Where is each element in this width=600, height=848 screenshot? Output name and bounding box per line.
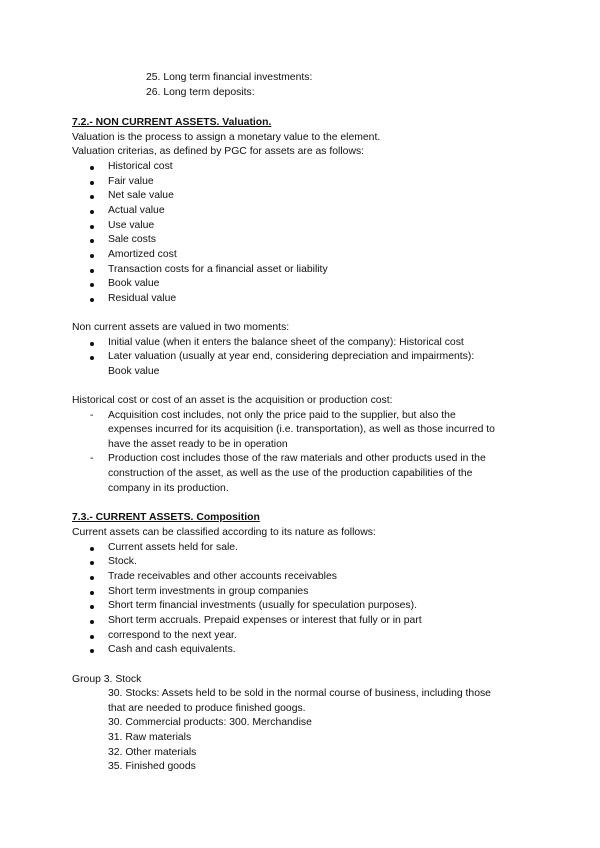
- paragraph-line: Valuation criterias, as defined by PGC for assets are as follows:: [72, 146, 365, 157]
- list-item: Use value: [108, 220, 155, 231]
- bullet-icon: [90, 210, 94, 214]
- dash-icon: -: [90, 453, 94, 464]
- section-heading-non-current-assets: 7.2.- NON CURRENT ASSETS. Valuation.: [72, 117, 272, 128]
- list-item: 26. Long term deposits:: [146, 87, 255, 98]
- bullet-icon: [90, 283, 94, 287]
- bullet-icon: [90, 649, 94, 653]
- list-item-continuation: Book value: [108, 366, 160, 377]
- list-item: Acquisition cost includes, not only the price paid to the supplier, but also the: [108, 410, 456, 421]
- list-item: Historical cost: [108, 161, 173, 172]
- list-item: 31. Raw materials: [108, 732, 192, 743]
- dash-icon: -: [90, 410, 94, 421]
- list-item: Production cost includes those of the raw materials and other products used in the: [108, 453, 486, 464]
- list-item: Stock.: [108, 556, 137, 567]
- list-item: Short term financial investments (usually for speculation purposes).: [108, 600, 417, 611]
- list-item: Transaction costs for a financial asset or liability: [108, 264, 328, 275]
- paragraph-line: Current assets can be classified according to its nature as follows:: [72, 527, 376, 538]
- list-item: Short term investments in group companies: [108, 586, 309, 597]
- bullet-icon: [90, 547, 94, 551]
- list-item-continuation: construction of the asset, as well as the use of the production capabilities of the: [108, 468, 473, 479]
- paragraph-line: Non current assets are valued in two moments:: [72, 322, 290, 333]
- list-item: Cash and cash equivalents.: [108, 644, 236, 655]
- list-item: Book value: [108, 278, 160, 289]
- list-item: 25. Long term financial investments:: [146, 72, 313, 83]
- paragraph-line: Historical cost or cost of an asset is the acquisition or production cost:: [72, 395, 393, 406]
- list-item: Short term accruals. Prepaid expenses or interest that fully or in part: [108, 615, 422, 626]
- list-item: Initial value (when it enters the balance sheet of the company): Historical cost: [108, 337, 464, 348]
- list-item: 30. Commercial products: 300. Merchandise: [108, 717, 312, 728]
- list-item: Sale costs: [108, 234, 156, 245]
- list-item: Later valuation (usually at year end, considering depreciation and impairments):: [108, 351, 475, 362]
- list-item: correspond to the next year.: [108, 630, 237, 641]
- bullet-icon: [90, 576, 94, 580]
- list-item: 35. Finished goods: [108, 761, 196, 772]
- list-item: Trade receivables and other accounts receivables: [108, 571, 337, 582]
- bullet-icon: [90, 225, 94, 229]
- bullet-icon: [90, 605, 94, 609]
- section-heading-current-assets: 7.3.- CURRENT ASSETS. Composition: [72, 512, 260, 523]
- list-item: Current assets held for sale.: [108, 542, 238, 553]
- bullet-icon: [90, 620, 94, 624]
- list-item: Net sale value: [108, 190, 174, 201]
- list-item: 32. Other materials: [108, 747, 197, 758]
- bullet-icon: [90, 635, 94, 639]
- bullet-icon: [90, 239, 94, 243]
- list-item-continuation: have the asset ready to be in operation: [108, 439, 288, 450]
- bullet-icon: [90, 298, 94, 302]
- group-title: Group 3. Stock: [72, 674, 142, 685]
- bullet-icon: [90, 561, 94, 565]
- list-item: Fair value: [108, 176, 154, 187]
- list-item: Amortized cost: [108, 249, 177, 260]
- paragraph-line: Valuation is the process to assign a monetary value to the element.: [72, 132, 381, 143]
- bullet-icon: [90, 254, 94, 258]
- list-item: Actual value: [108, 205, 165, 216]
- list-item-continuation: company in its production.: [108, 483, 229, 494]
- list-item-continuation: expenses incurred for its acquisition (i.e. transportation), as well as those incurred to: [108, 424, 495, 435]
- bullet-icon: [90, 342, 94, 346]
- list-item: Residual value: [108, 293, 177, 304]
- bullet-icon: [90, 166, 94, 170]
- list-item-continuation: that are needed to produce finished googs.: [108, 703, 306, 714]
- bullet-icon: [90, 356, 94, 360]
- bullet-icon: [90, 591, 94, 595]
- bullet-icon: [90, 269, 94, 273]
- list-item: 30. Stocks: Assets held to be sold in the normal course of business, including those: [108, 688, 491, 699]
- bullet-icon: [90, 181, 94, 185]
- bullet-icon: [90, 195, 94, 199]
